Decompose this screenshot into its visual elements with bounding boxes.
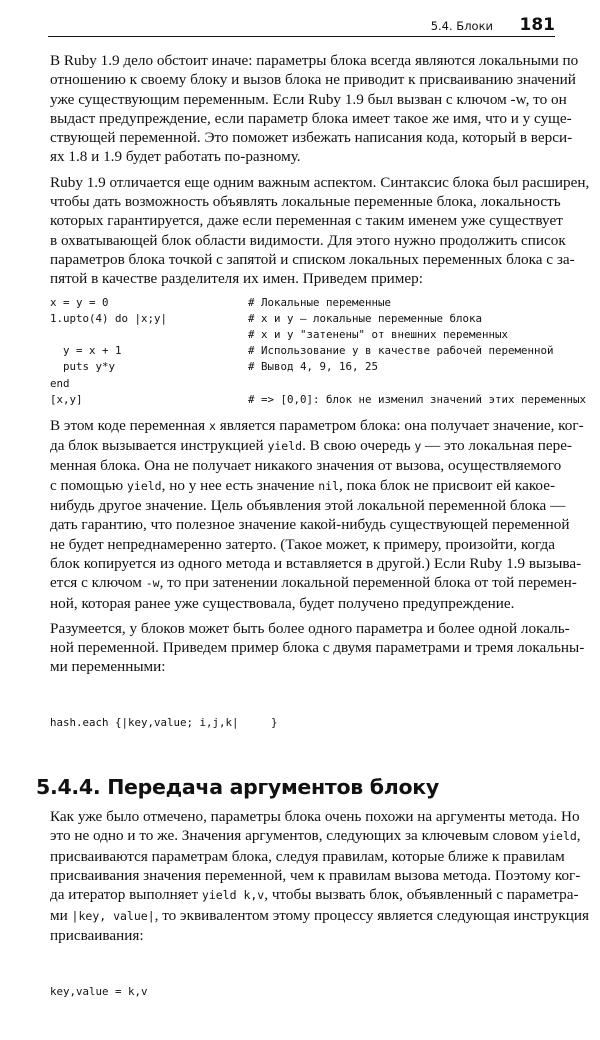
- code-example-hash-each: [50, 683, 555, 764]
- inline-code: x: [208, 418, 216, 433]
- text-line: чтобы дать возможность объявлять локальные переменные блока, локальность: [50, 193, 561, 211]
- code-text: puts y*y: [50, 360, 116, 374]
- text-line: менная блока. Она не получает никакого значения от вызова, осуществляемого: [50, 457, 562, 475]
- text-line: ствующей переменной. Это поможет избежать написания кода, который в верси-: [50, 129, 573, 147]
- paragraph-ruby19-block-params: [50, 51, 579, 167]
- paragraph-block-local-vars: [50, 173, 590, 289]
- section-heading: 5.4.4. Передача аргументов блоку: [36, 774, 439, 799]
- text-line: да итератор выполняет yield k,v, чтобы вызвать блок, объявленный с параметра-: [50, 886, 579, 904]
- code-comment: # x и y "затенены" от внешних переменных: [248, 327, 509, 341]
- inline-code: |key, value|: [71, 908, 155, 923]
- text-line: В этом коде переменная x является параметром блока: она получает значение, ког-: [50, 416, 584, 434]
- running-header-section: 5.4. Блоки: [430, 19, 493, 33]
- code-line: [50, 343, 555, 359]
- code-line: key,value = k,v: [50, 984, 148, 998]
- text-line: Как уже было отмечено, параметры блока очень похожи на аргументы метода. Но: [50, 808, 580, 826]
- code-line: [50, 327, 555, 343]
- code-text: 1.upto(4) do |x;y|: [50, 311, 168, 325]
- text-line: пятой в качестве разделителя их имен. Приведем пример:: [50, 270, 423, 288]
- code-text: x = y = 0: [50, 295, 109, 309]
- code-line: [50, 392, 587, 408]
- text-line: уже существующим переменным. Если Ruby 1.9 был вызван с ключом -w, то он: [50, 90, 567, 108]
- text-line: ется с ключом -w, то при затенении локальной переменной блока от той перемен-: [50, 574, 577, 592]
- text-line: блок копируется из одного метода и вставляется в другой.) Если Ruby 1.9 вызыва-: [50, 554, 582, 572]
- code-text: y = x + 1: [50, 344, 122, 358]
- page-number: 181: [519, 15, 555, 35]
- code-text: [x,y]: [50, 392, 83, 406]
- text-line: В Ruby 1.9 дело обстоит иначе: параметры блока всегда являются локальными по: [50, 52, 579, 69]
- code-line: [50, 359, 555, 375]
- inline-code: yield: [267, 439, 303, 454]
- code-comment: # Локальные переменные: [248, 295, 392, 309]
- code-comment: # => [0,0]: блок не изменил значений этих переменных: [248, 392, 587, 406]
- text-line: не будет непреднамеренно затерто. (Такое может, к примеру, произойти, когда: [50, 535, 555, 553]
- code-example-block-locals: [50, 295, 587, 408]
- code-line: [50, 311, 555, 327]
- text-line: которых гарантируется, даже если переменная с таким именем уже существует: [50, 212, 563, 230]
- text-line: ной, которая ранее уже существовала, будет получено предупреждение.: [50, 594, 515, 612]
- text-line: да блок вызывается инструкцией yield. В свою очередь y — это локальная пере-: [50, 437, 572, 455]
- inline-code: nil: [318, 478, 340, 493]
- code-text: end: [50, 376, 70, 390]
- text-line: дать гарантию, что полезное значение какой-нибудь существующей переменной: [50, 516, 570, 534]
- code-example-assignment: [50, 951, 555, 1032]
- inline-code: yield: [126, 478, 162, 493]
- text-line: с помощью yield, но у нее есть значение nil, пока блок не присвоит ей какое-: [50, 476, 555, 494]
- text-line: ми переменными:: [50, 658, 166, 676]
- paragraph-code-explanation: [50, 416, 584, 613]
- text-line: ях 1.8 и 1.9 будет работать по-разному.: [50, 148, 301, 166]
- running-header: [48, 14, 555, 37]
- text-line: параметров блока точкой с запятой и списком локальных переменных блока с за-: [50, 250, 575, 268]
- text-line: присваивания значения переменной, чем к правилам вызова метода. Поэтому ког-: [50, 866, 581, 884]
- text-line: нибудь другое значение. Цель объявления этой локальной переменной блока —: [50, 497, 566, 515]
- page-body: [36, 51, 590, 1040]
- text-line: это не одно и то же. Значения аргументов, следующих за ключевым словом yield,: [50, 827, 581, 845]
- code-comment: # x и y — локальные переменные блока: [248, 311, 483, 325]
- inline-code: yield: [542, 829, 577, 844]
- text-line: присваивания:: [50, 926, 144, 944]
- code-comment: # Вывод 4, 9, 16, 25: [248, 360, 379, 374]
- text-line: ми |key, value|, то эквивалентом этому процессу является следующая инструкция: [50, 906, 589, 924]
- text-line: Ruby 1.9 отличается еще одним важным аспектом. Синтаксис блока был расширен,: [50, 173, 590, 191]
- paragraph-passing-args: [50, 807, 589, 945]
- text-line: в охватывающей блок области видимости. Для этого нужно продолжить список: [50, 231, 566, 249]
- text-line: выдаст предупреждение, если параметр блока имеет такое же имя, что и у суще-: [50, 109, 572, 127]
- inline-code: -w: [145, 576, 160, 591]
- inline-code: yield k,v: [201, 888, 265, 903]
- inline-code: y: [414, 439, 422, 454]
- code-comment: # Использование y в качестве рабочей переменной: [248, 344, 554, 358]
- code-line: hash.each {|key,value; i,j,k| }: [50, 716, 278, 730]
- text-line: присваиваются параметрам блока, следуя правилам, которые ближе к правилам: [50, 847, 565, 865]
- text-line: ной переменной. Приведем пример блока с двумя параметрами и тремя локальны-: [50, 639, 585, 657]
- code-line: [50, 295, 555, 311]
- text-line: Разумеется, у блоков может быть более одного параметра и более одной локаль-: [50, 619, 570, 637]
- text-line: отношению к своему блоку и вызов блока не приводит к присваиванию значений: [50, 71, 576, 89]
- code-line: [50, 376, 555, 392]
- paragraph-multiple-params: [50, 619, 585, 677]
